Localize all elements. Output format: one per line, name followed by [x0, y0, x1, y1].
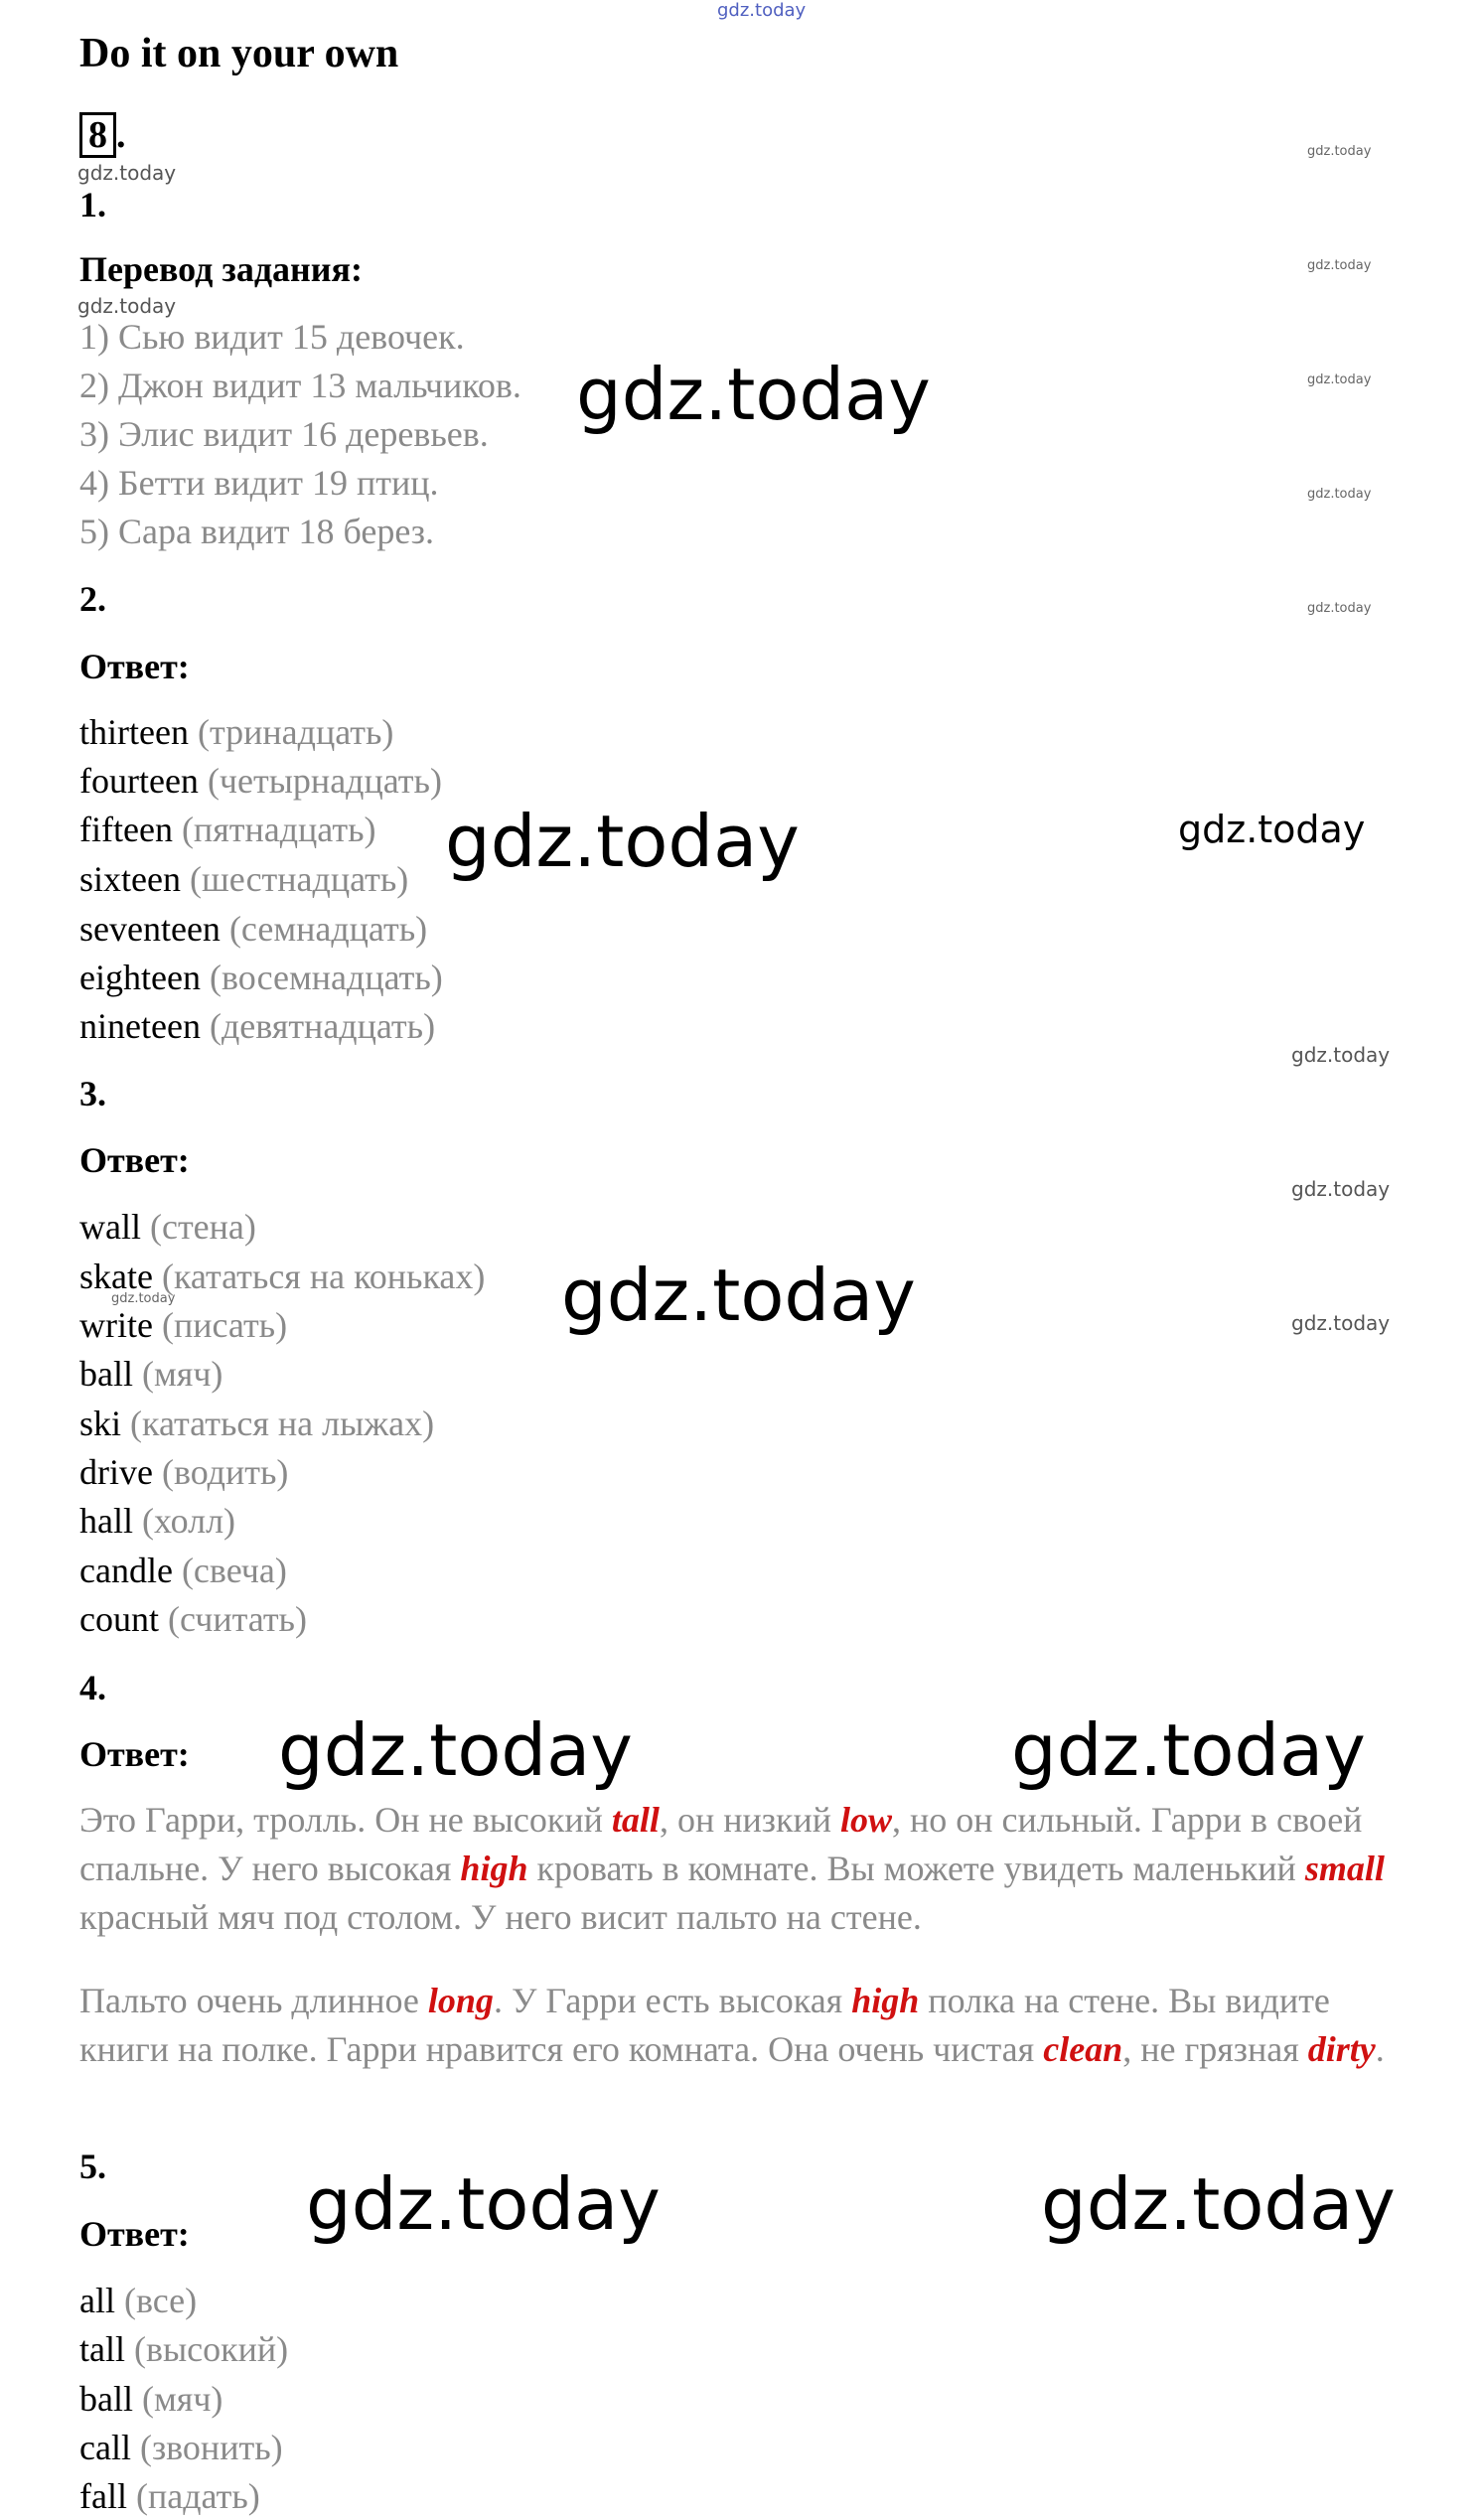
answer-word: dirty	[1307, 2029, 1376, 2069]
vocab-word: seventeen	[79, 909, 221, 949]
vocab-translation: (мяч)	[141, 1354, 223, 1394]
answer-word: low	[839, 1800, 892, 1840]
vocab-translation: (все)	[123, 2281, 198, 2320]
vocab-translation: (мяч)	[141, 2379, 223, 2419]
vocab-word: fourteen	[79, 761, 199, 801]
exercise-number-box: 8	[79, 112, 116, 158]
section-5-label: Ответ:	[79, 2214, 190, 2254]
watermark: gdz.today	[1011, 1708, 1366, 1792]
watermark: gdz.today	[561, 1254, 916, 1337]
vocab-item	[79, 1353, 223, 1395]
section-5-number: 5.	[79, 2147, 106, 2186]
section-4-number: 4.	[79, 1668, 106, 1707]
vocab-translation: (считать)	[167, 1599, 307, 1639]
section-1-number: 1.	[79, 185, 106, 224]
vocab-translation: (семнадцать)	[228, 909, 428, 949]
vocab-translation: (холл)	[141, 1501, 236, 1541]
vocab-item	[79, 1500, 235, 1542]
watermark-top: gdz.today	[717, 0, 807, 21]
watermark: gdz.today	[1307, 144, 1372, 159]
vocab-item	[79, 2378, 223, 2420]
vocab-item	[79, 1451, 288, 1493]
vocab-word: skate	[79, 1257, 153, 1296]
vocab-word: ski	[79, 1404, 122, 1443]
answer-word: clean	[1043, 2029, 1123, 2069]
vocab-word: fall	[79, 2476, 127, 2516]
answer-paragraph-2	[79, 1977, 1410, 2074]
page-title: Do it on your own	[79, 31, 399, 76]
vocab-word: ball	[79, 2379, 133, 2419]
section-4-label: Ответ:	[79, 1734, 190, 1774]
paragraph-text: красный мяч под столом. У него висит пальто на стене.	[79, 1897, 922, 1937]
vocab-word: thirteen	[79, 712, 189, 752]
vocab-item	[79, 858, 408, 900]
exercise-number	[79, 112, 126, 158]
answer-word: tall	[611, 1800, 660, 1840]
vocab-item	[79, 1005, 435, 1047]
paragraph-text: . У Гарри есть высокая	[493, 1981, 852, 2020]
vocab-item	[79, 957, 443, 998]
answer-word: long	[427, 1981, 494, 2020]
vocab-translation: (свеча)	[181, 1551, 287, 1590]
vocab-translation: (кататься на коньках)	[161, 1257, 486, 1296]
vocab-word: wall	[79, 1207, 141, 1247]
vocab-item	[79, 809, 376, 850]
vocab-word: nineteen	[79, 1006, 201, 1046]
watermark: gdz.today	[1307, 372, 1372, 387]
section-1-line: 3) Элис видит 16 деревьев.	[79, 414, 489, 454]
section-3-label: Ответ:	[79, 1140, 190, 1180]
section-1-label: Перевод задания:	[79, 249, 363, 289]
watermark: gdz.today	[1178, 808, 1366, 851]
vocab-word: candle	[79, 1551, 173, 1590]
watermark: gdz.today	[1041, 2162, 1396, 2246]
vocab-translation: (шестнадцать)	[189, 859, 409, 899]
paragraph-text: полка на стене. Вы видите книги на полке. Гарри нравится его комната. Она очень чистая	[79, 1981, 1330, 2069]
watermark: gdz.today	[1291, 1043, 1391, 1067]
vocab-translation: (кататься на лыжах)	[130, 1404, 435, 1443]
section-3-number: 3.	[79, 1074, 106, 1113]
watermark: gdz.today	[1307, 601, 1372, 616]
vocab-word: sixteen	[79, 859, 181, 899]
vocab-translation: (четырнадцать)	[207, 761, 442, 801]
vocab-item	[79, 1403, 434, 1444]
watermark: gdz.today	[77, 294, 177, 318]
vocab-word: count	[79, 1599, 159, 1639]
vocab-word: tall	[79, 2329, 125, 2369]
answer-word: high	[851, 1981, 920, 2020]
vocab-translation: (девятнадцать)	[209, 1006, 436, 1046]
watermark: gdz.today	[576, 353, 931, 436]
vocab-translation: (тринадцать)	[197, 712, 394, 752]
vocab-item	[79, 2475, 260, 2517]
vocab-item	[79, 1550, 287, 1591]
vocab-word: fifteen	[79, 810, 173, 849]
vocab-translation: (восемнадцать)	[209, 958, 443, 997]
vocab-item	[79, 908, 427, 950]
paragraph-text: кровать в комнате. Вы можете увидеть маленький	[527, 1849, 1305, 1888]
section-1-line: 5) Сара видит 18 берез.	[79, 512, 434, 551]
exercise-number-dot: .	[116, 114, 126, 156]
paragraph-text: , он низкий	[659, 1800, 840, 1840]
paragraph-text: .	[1375, 2029, 1385, 2069]
vocab-word: write	[79, 1305, 153, 1345]
vocab-word: hall	[79, 1501, 133, 1541]
watermark: gdz.today	[306, 2162, 661, 2246]
vocab-translation: (высокий)	[133, 2329, 289, 2369]
section-1-line: 2) Джон видит 13 мальчиков.	[79, 366, 521, 405]
vocab-item	[79, 2427, 283, 2468]
vocab-item	[79, 711, 393, 753]
answer-paragraph-1	[79, 1796, 1410, 1942]
section-2-number: 2.	[79, 579, 106, 619]
vocab-translation: (падать)	[135, 2476, 260, 2516]
vocab-translation: (пятнадцать)	[181, 810, 376, 849]
section-1-line: 1) Сью видит 15 девочек.	[79, 317, 465, 357]
section-1-line: 4) Бетти видит 19 птиц.	[79, 463, 439, 503]
paragraph-text: , но он сильный. Гарри в своей спальне. У него высокая	[79, 1800, 1363, 1888]
watermark: gdz.today	[1307, 487, 1372, 502]
watermark: gdz.today	[1291, 1177, 1391, 1201]
vocab-translation: (звонить)	[139, 2428, 283, 2467]
vocab-item	[79, 2280, 197, 2321]
vocab-translation: (водить)	[161, 1452, 289, 1492]
answer-word: high	[460, 1849, 528, 1888]
vocab-word: all	[79, 2281, 115, 2320]
watermark: gdz.today	[1307, 258, 1372, 273]
vocab-item	[79, 2328, 288, 2370]
watermark: gdz.today	[445, 800, 800, 883]
watermark: gdz.today	[77, 161, 177, 185]
watermark: gdz.today	[111, 1291, 176, 1306]
vocab-word: call	[79, 2428, 131, 2467]
watermark: gdz.today	[278, 1708, 633, 1792]
vocab-word: drive	[79, 1452, 153, 1492]
vocab-item	[79, 1598, 307, 1640]
section-2-label: Ответ:	[79, 647, 190, 686]
vocab-translation: (писать)	[161, 1305, 288, 1345]
vocab-word: ball	[79, 1354, 133, 1394]
vocab-item	[79, 760, 442, 802]
vocab-translation: (стена)	[149, 1207, 256, 1247]
paragraph-text: , не грязная	[1122, 2029, 1308, 2069]
watermark: gdz.today	[1291, 1311, 1391, 1335]
vocab-item	[79, 1304, 287, 1346]
paragraph-text: Пальто очень длинное	[79, 1981, 428, 2020]
vocab-item	[79, 1206, 256, 1248]
paragraph-text: Это Гарри, тролль. Он не высокий	[79, 1800, 612, 1840]
answer-word: small	[1304, 1849, 1385, 1888]
vocab-word: eighteen	[79, 958, 201, 997]
